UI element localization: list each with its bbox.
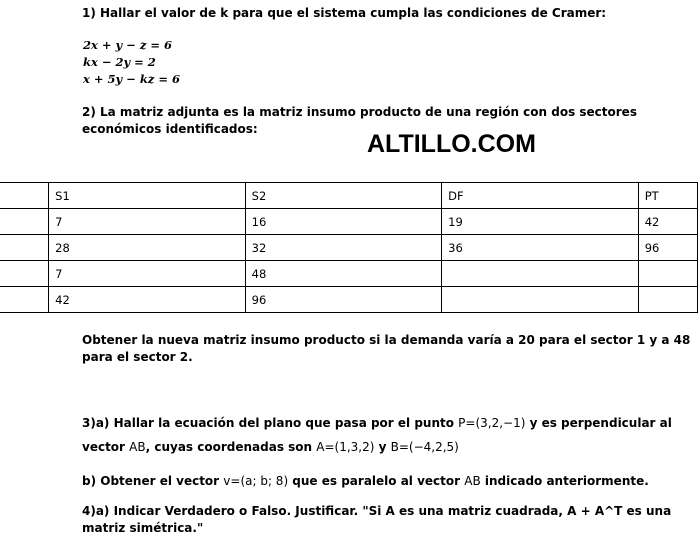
question-3b-text: que es paralelo al vector	[288, 474, 465, 488]
vector-v: v=(a; b; 8)	[223, 474, 289, 488]
point-a: A=(1,3,2)	[316, 440, 375, 454]
vector-ab: AB	[464, 474, 481, 488]
equation-1: 2x + y − z = 6	[83, 38, 173, 52]
point-b: B=(−4,2,5)	[390, 440, 459, 454]
vector-ab: AB	[129, 440, 146, 454]
table-cell	[0, 209, 49, 235]
table-cell: 48	[245, 261, 442, 287]
question-3a-text: , cuyas coordenadas son	[145, 440, 317, 454]
table-cell	[638, 287, 697, 313]
table-cell	[638, 261, 697, 287]
question-2-instruction-line-1: Obtener la nueva matriz insumo producto si la demanda varía a 20 para el sector 1 y a 48	[82, 333, 691, 347]
question-3b-text: indicado anteriormente.	[480, 474, 649, 488]
input-output-table	[0, 182, 698, 313]
question-3a-text: y es perpendicular al	[525, 416, 672, 430]
table-header-cell: PT	[638, 183, 697, 209]
watermark-logo: ALTILLO.COM	[367, 130, 536, 158]
table-cell	[0, 287, 49, 313]
table-header-cell: S2	[245, 183, 442, 209]
table-cell: 96	[245, 287, 442, 313]
question-4-line-1: 4)a) Indicar Verdadero o Falso. Justificar. "Si A es una matriz cuadrada, A + A^T es una	[82, 504, 672, 518]
question-3b	[82, 473, 649, 489]
question-2-line-1: 2) La matriz adjunta es la matriz insumo producto de una región con dos sectores	[82, 105, 637, 119]
table-row	[0, 287, 698, 313]
table-cell	[442, 287, 639, 313]
equation-2: kx − 2y = 2	[83, 55, 156, 69]
table-header-cell: S1	[49, 183, 246, 209]
table-cell: 16	[245, 209, 442, 235]
table-cell: 32	[245, 235, 442, 261]
table-header-cell: DF	[442, 183, 639, 209]
table-row	[0, 235, 698, 261]
question-4-line-2: matriz simétrica."	[82, 521, 204, 535]
table-cell: 96	[638, 235, 697, 261]
table-header-cell	[0, 183, 49, 209]
table-cell: 36	[442, 235, 639, 261]
question-3a-text: 3)a) Hallar la ecuación del plano que pasa por el punto	[82, 416, 459, 430]
table-cell: 42	[638, 209, 697, 235]
question-3b-text: b) Obtener el vector	[82, 474, 224, 488]
table-cell	[442, 261, 639, 287]
question-2-instruction-line-2: para el sector 2.	[82, 350, 193, 364]
table-row	[0, 209, 698, 235]
table-cell	[0, 235, 49, 261]
table-header-row	[0, 183, 698, 209]
question-3a-line-2	[82, 439, 459, 455]
table-cell: 7	[49, 209, 246, 235]
table-cell: 7	[49, 261, 246, 287]
table-row	[0, 261, 698, 287]
question-3a-text: y	[374, 440, 391, 454]
equation-3: x + 5y − kz = 6	[83, 72, 180, 86]
question-3a-line-1	[82, 415, 672, 431]
question-1-title: 1) Hallar el valor de k para que el sistema cumpla las condiciones de Cramer:	[82, 6, 607, 20]
table-cell: 19	[442, 209, 639, 235]
point-p: P=(3,2,−1)	[458, 416, 526, 430]
table-cell: 42	[49, 287, 246, 313]
question-3a-text: vector	[82, 440, 130, 454]
question-2-line-2: económicos identificados:	[82, 122, 258, 136]
table-cell	[0, 261, 49, 287]
table-cell: 28	[49, 235, 246, 261]
